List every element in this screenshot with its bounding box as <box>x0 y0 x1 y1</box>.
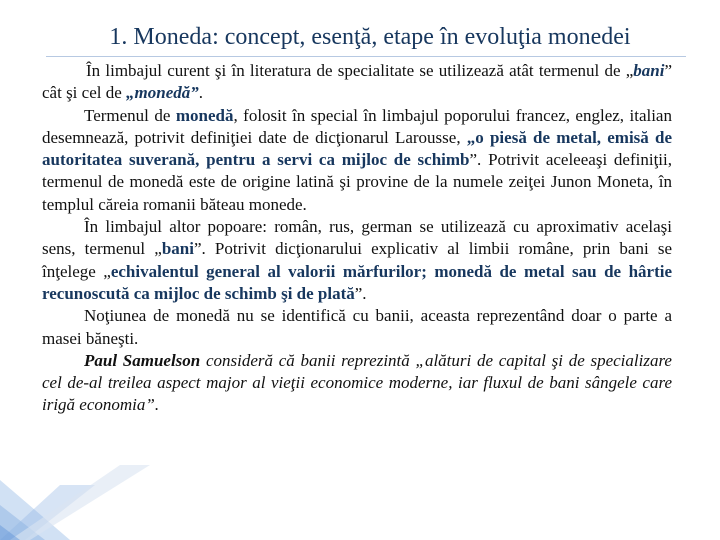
p2-term-moneda: monedă <box>175 105 234 125</box>
decorative-corner-shapes <box>0 445 150 540</box>
p3-term-bani: bani <box>161 239 194 259</box>
paragraph-2 <box>42 105 672 216</box>
title-divider <box>46 56 686 57</box>
p3-text-a: În limbajul altor popoare: român, rus, german se utilizează cu aproximativ acelaşi sens, termenul „ <box>42 217 672 259</box>
p3-dictionary-definition: echivalentul general al valorii mărfurilor; monedă de metal sau de hârtie recunoscută ca mijloc de schimb şi de plată <box>42 261 672 303</box>
p3-text-c: ”. Potrivit dicţionarului explicativ al limbii române, prin bani se înţelege „ <box>42 239 672 281</box>
p1-term-bani: bani <box>633 61 665 80</box>
paragraph-4: Noţiunea de monedă nu se identifică cu banii, aceasta reprezentând doar o parte a masei băneşti. <box>42 306 672 348</box>
p1-text-e: . <box>198 83 203 103</box>
p1-text-a: În limbajul curent şi în literatura de specialitate se utilizează atât termenul de „ <box>86 61 634 80</box>
body-text <box>42 60 672 417</box>
paragraph-5 <box>42 350 672 417</box>
p5-quote: consideră că banii reprezintă „alături de capital şi de specializare cel de-al treilea aspect major al vieţii economice moderne, iar fluxul de bani sângele care irigă economia”. <box>42 350 672 415</box>
slide-title: 1. Moneda: concept, esenţă, etape în evoluţia monedei <box>109 24 631 50</box>
paragraph-3 <box>42 216 672 305</box>
p2-text-a: Termenul de <box>84 105 176 125</box>
p1-text-c: ” cât şi cel de <box>42 61 672 103</box>
p1-term-moneda: „monedă” <box>126 83 199 103</box>
p2-text-c: , folosit în special în limbajul poporului francez, englez, italian desemnează, potrivit definiţiei date de dicţionarul Larousse, <box>42 105 672 147</box>
p2-larousse-definition: „o piesă de metal, emisă de autoritatea suverană, pentru a servi ca mijloc de schimb <box>42 127 672 170</box>
paragraph-1 <box>42 60 672 105</box>
p2-text-e: ”. Potrivit aceleeaşi definiţii, termenul de monedă este de origine latină şi provine de la numele zeiţei Junon Moneta, în templul căreia romanii băteau monede. <box>42 150 672 214</box>
p5-author-name: Paul Samuelson <box>84 350 201 370</box>
p3-text-e: ”. <box>354 283 367 303</box>
